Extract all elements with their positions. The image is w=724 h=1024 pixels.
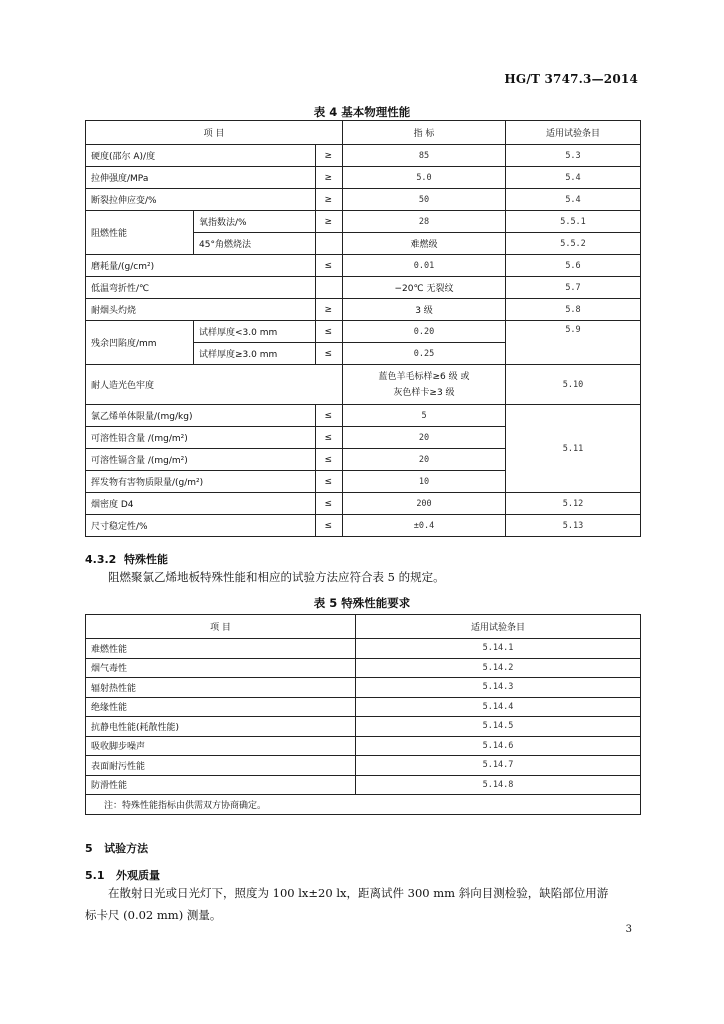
row-value: ±0.4: [343, 515, 506, 537]
row-value: −20℃ 无裂纹: [343, 277, 506, 299]
row-name: 抗静电性能(耗散性能): [86, 717, 356, 737]
section-5-1-text-line2: 标卡尺 (0.02 mm) 测量。: [85, 908, 222, 922]
row-clause: 5.13: [506, 515, 641, 537]
row-name: 表面耐污性能: [86, 756, 356, 776]
table-row: [86, 365, 641, 405]
table-row: [86, 658, 641, 678]
row-name: 低温弯折性/℃: [86, 277, 316, 299]
section-5-1-text-line1: 在散射日光或日光灯下，照度为 100 lx±20 lx，距离试件 300 mm 斜向目测检验，缺陷部位用游: [108, 886, 609, 900]
row-value: [343, 365, 506, 405]
row-name: 难燃性能: [86, 639, 356, 659]
section-title: 外观质量: [116, 869, 160, 882]
value-line: 蓝色羊毛标样≥6 级 或: [378, 371, 470, 382]
value-line: 灰色样卡≥3 级: [393, 387, 455, 398]
row-value: 200: [343, 493, 506, 515]
row-operator: ≤: [316, 515, 343, 537]
row-value: 85: [343, 145, 506, 167]
row-name: 吸收脚步噪声: [86, 736, 356, 756]
page-number: 3: [625, 924, 632, 935]
row-name: 磨耗量/(g/cm²): [86, 255, 316, 277]
row-clause: 5.7: [506, 277, 641, 299]
section-number: 4.3.2: [85, 553, 117, 566]
row-operator: ≤: [316, 427, 343, 449]
row-operator: [316, 277, 343, 299]
row-name: 辐射热性能: [86, 678, 356, 698]
row-name: 烟密度 D4: [86, 493, 316, 515]
row-operator: ≤: [316, 405, 343, 427]
sub-row-name: 45°角燃烧法: [194, 233, 316, 255]
section-4-3-2-heading: [85, 551, 168, 567]
row-operator: [316, 233, 343, 255]
table-row: [86, 405, 641, 427]
row-operator: ≤: [316, 255, 343, 277]
row-clause: 5.14.5: [356, 717, 641, 737]
table-row: [86, 697, 641, 717]
section-number: 5: [85, 842, 93, 855]
row-clause: 5.4: [506, 189, 641, 211]
row-clause: 5.14.8: [356, 775, 641, 795]
row-operator: ≤: [316, 343, 343, 365]
row-value: 0.01: [343, 255, 506, 277]
row-name: 挥发物有害物质限量/(g/m²): [86, 471, 316, 493]
row-operator: ≤: [316, 321, 343, 343]
row-value: 20: [343, 449, 506, 471]
row-clause: 5.10: [506, 365, 641, 405]
row-operator: ≤: [316, 493, 343, 515]
row-value: 50: [343, 189, 506, 211]
section-4-3-2-text: 阻燃聚氯乙烯地板特殊性能和相应的试验方法应符合表 5 的规定。: [108, 570, 445, 584]
row-clause: 5.14.4: [356, 697, 641, 717]
row-operator: ≥: [316, 189, 343, 211]
table-row: [86, 145, 641, 167]
row-clause: 5.14.2: [356, 658, 641, 678]
table-note-row: [86, 795, 641, 815]
row-value: 5.0: [343, 167, 506, 189]
table-note: 注：特殊性能指标由供需双方协商确定。: [86, 795, 641, 815]
row-name: 耐人造光色牢度: [86, 365, 343, 405]
table-row: [86, 277, 641, 299]
table-row: [86, 775, 641, 795]
table-row: [86, 717, 641, 737]
section-5-1-heading: [85, 867, 160, 883]
row-name: 绝缘性能: [86, 697, 356, 717]
row-clause: 5.8: [506, 299, 641, 321]
row-name: 残余凹陷度/mm: [86, 321, 194, 365]
sub-row-name: 试样厚度≥3.0 mm: [194, 343, 316, 365]
table-row: [86, 678, 641, 698]
row-value: 5: [343, 405, 506, 427]
row-operator: ≥: [316, 299, 343, 321]
row-operator: ≥: [316, 211, 343, 233]
table4-caption: 表 4 基本物理性能: [313, 105, 411, 119]
table4-basic-physical-properties: [85, 120, 641, 537]
table-row: [86, 167, 641, 189]
row-clause: 5.5.2: [506, 233, 641, 255]
row-operator: ≤: [316, 449, 343, 471]
row-name: 烟气毒性: [86, 658, 356, 678]
row-value: 0.20: [343, 321, 506, 343]
row-name: 硬度(邵尔 A)/度: [86, 145, 316, 167]
section-title: 试验方法: [104, 842, 149, 855]
table-row: [86, 189, 641, 211]
row-clause: 5.14.7: [356, 756, 641, 776]
header-item: 项 目: [86, 615, 356, 639]
row-name: 防滑性能: [86, 775, 356, 795]
row-clause: 5.5.1: [506, 211, 641, 233]
row-name: 阻燃性能: [86, 211, 194, 255]
header-clause: 适用试验条目: [356, 615, 641, 639]
row-value: 难燃级: [343, 233, 506, 255]
section-5-heading: [85, 840, 148, 856]
row-name: 氯乙烯单体限量/(mg/kg): [86, 405, 316, 427]
table-row: [86, 736, 641, 756]
row-name: 可溶性铅含量 /(mg/m²): [86, 427, 316, 449]
row-name: 尺寸稳定性/%: [86, 515, 316, 537]
header-index: 指 标: [343, 121, 506, 145]
row-clause: 5.14.6: [356, 736, 641, 756]
row-clause: 5.14.1: [356, 639, 641, 659]
row-clause: 5.4: [506, 167, 641, 189]
section-number: 5.1: [85, 869, 105, 882]
header-item: 项 目: [86, 121, 343, 145]
row-operator: ≤: [316, 471, 343, 493]
table-row: [86, 515, 641, 537]
row-name: 耐烟头灼烧: [86, 299, 316, 321]
row-operator: ≥: [316, 145, 343, 167]
table-row: [86, 639, 641, 659]
table-header-row: [86, 121, 641, 145]
row-name: 断裂拉伸应变/%: [86, 189, 316, 211]
table5-special-properties: [85, 614, 641, 815]
table-row: [86, 299, 641, 321]
sub-row-name: 试样厚度<3.0 mm: [194, 321, 316, 343]
row-clause: 5.9: [506, 321, 641, 365]
row-clause: 5.12: [506, 493, 641, 515]
table-row: [86, 493, 641, 515]
row-operator: ≥: [316, 167, 343, 189]
row-clause: 5.14.3: [356, 678, 641, 698]
row-clause: 5.3: [506, 145, 641, 167]
table-header-row: [86, 615, 641, 639]
row-value: 28: [343, 211, 506, 233]
row-name: 可溶性镉含量 /(mg/m²): [86, 449, 316, 471]
row-value: 10: [343, 471, 506, 493]
header-clause: 适用试验条目: [506, 121, 641, 145]
row-clause: 5.11: [506, 405, 641, 493]
table-row: [86, 756, 641, 776]
table5-caption: 表 5 特殊性能要求: [313, 596, 411, 610]
row-name: 拉伸强度/MPa: [86, 167, 316, 189]
standard-code: HG/T 3747.3—2014: [504, 72, 638, 86]
table-row: [86, 321, 641, 343]
row-value: 0.25: [343, 343, 506, 365]
section-title: 特殊性能: [124, 553, 168, 566]
sub-row-name: 氧指数法/%: [194, 211, 316, 233]
table-row: [86, 255, 641, 277]
row-clause: 5.6: [506, 255, 641, 277]
row-value: 3 级: [343, 299, 506, 321]
row-value: 20: [343, 427, 506, 449]
table-row: [86, 211, 641, 233]
